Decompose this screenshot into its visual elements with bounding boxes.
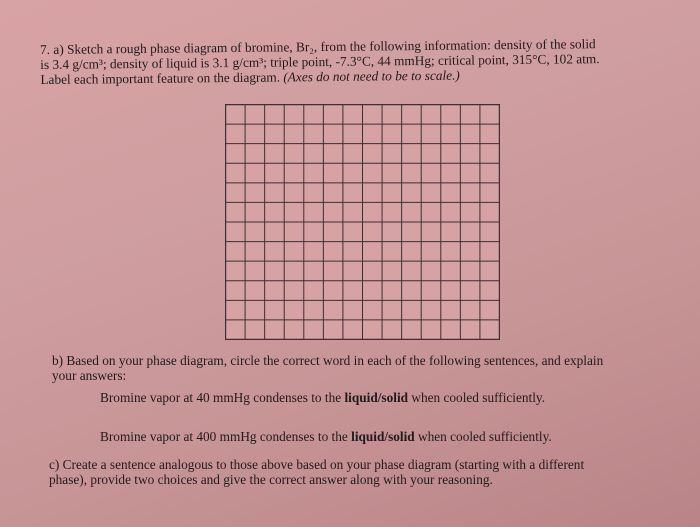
q7-line-1: 7. a) Sketch a rough phase diagram of bromine, Br₂, from the following information: density of the solid (40, 36, 596, 57)
question-7-part-c (49, 457, 689, 487)
q7-instruction: Label each important feature on the diagram. (40, 69, 281, 87)
phase-diagram-grid[interactable] (225, 104, 500, 340)
sentence-1-end: when cooled sufficiently. (408, 390, 546, 405)
sentence-2-choice[interactable]: liquid/solid (351, 429, 415, 444)
graph-paper (225, 104, 500, 340)
question-7-part-a (40, 35, 690, 87)
partc-line-2: phase), provide two choices and give the correct answer along with your reasoning. (49, 472, 493, 487)
partb-line-2: your answers: (52, 368, 127, 383)
sentence-1-text: Bromine vapor at 40 mmHg condenses to the (100, 390, 345, 405)
q7-line-2: is 3.4 g/cm³; density of liquid is 3.1 g/cm³; triple point, -7.3°C, 44 mmHg; critical point, 315°C, 102 atm. (40, 51, 600, 72)
sentence-1 (100, 390, 545, 406)
partc-line-1: c) Create a sentence analogous to those above based on your phase diagram (starting with a different (49, 457, 585, 472)
sentence-2 (100, 429, 552, 445)
sentence-2-end: when cooled sufficiently. (414, 429, 552, 444)
q7-scale-note: (Axes do not need to be to scale.) (283, 67, 460, 85)
sentence-1-choice[interactable]: liquid/solid (344, 390, 409, 405)
sentence-2-text: Bromine vapor at 400 mmHg condenses to the (100, 429, 352, 444)
question-7-part-b (52, 353, 692, 383)
partb-line-1: b) Based on your phase diagram, circle the correct word in each of the following sentences, and explain (52, 353, 604, 368)
